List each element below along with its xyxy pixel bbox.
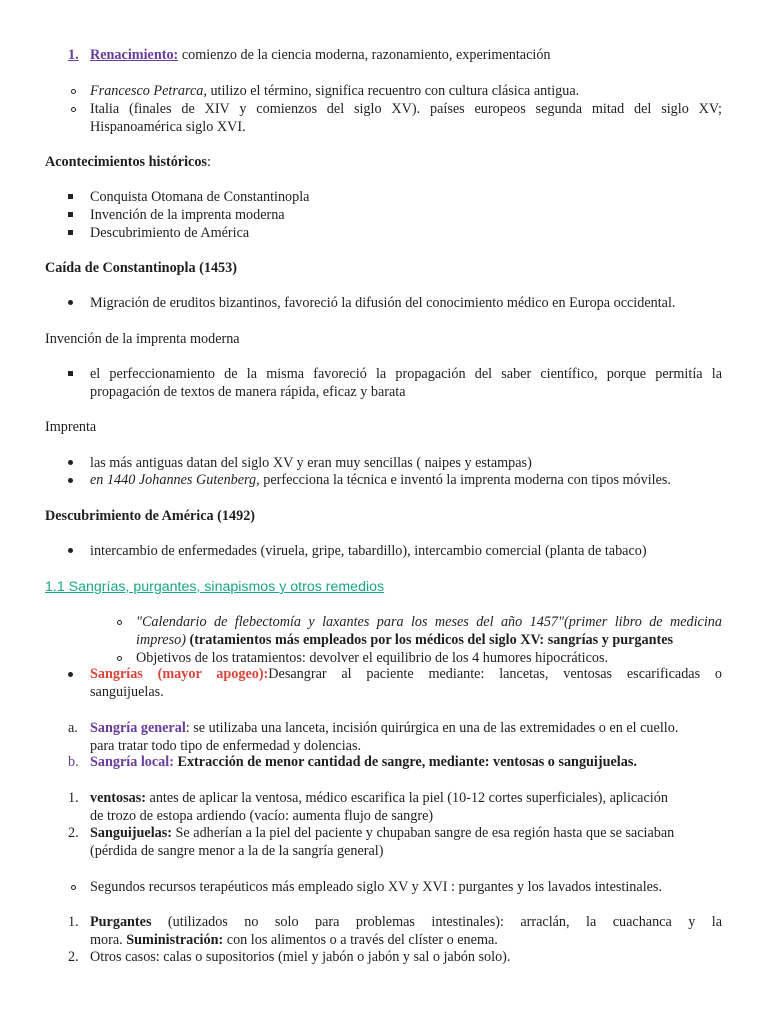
ventosas-line2: de trozo de estopa ardiendo (vacío: aumenta flujo de sangre) [90, 808, 434, 824]
invencion-line1: el perfeccionamiento de la misma favoreció la propagación del saber científico, porque permitía la [90, 366, 722, 382]
list-marker-2: 2. [68, 949, 79, 965]
hollow-bullet-icon [117, 656, 122, 661]
hollow-bullet-icon [71, 89, 76, 94]
list-marker-a: a. [68, 720, 78, 736]
list-marker-1: 1. [68, 914, 79, 930]
bullet-icon [68, 672, 73, 677]
purgantes-line1: Purgantes (utilizados no solo para problemas intestinales): arraclán, la cuachanca y la [90, 914, 722, 930]
hollow-bullet-icon [71, 885, 76, 890]
invencion-line2: propagación de textos de manera rápida, eficaz y barata [90, 384, 406, 400]
square-bullet-icon [68, 371, 73, 376]
bullet-icon [68, 478, 73, 483]
list-marker-1: 1. [68, 790, 79, 806]
objetivos-item: Objetivos de los tratamientos: devolver el equilibrio de los 4 humores hipocráticos. [136, 650, 609, 666]
imprenta-item-1: las más antiguas datan del siglo XV y eran muy sencillas ( naipes y estampas) [90, 455, 532, 471]
caida-heading: Caída de Constantinopla (1453) [45, 260, 237, 276]
america-heading: Descubrimiento de América (1492) [45, 508, 256, 524]
america-item: intercambio de enfermedades (viruela, gripe, tabardillo), intercambio comercial (planta de tabaco) [90, 543, 647, 559]
acont-item: Descubrimiento de América [90, 225, 250, 241]
bullet-icon [68, 548, 73, 553]
square-bullet-icon [68, 194, 73, 199]
imprenta-item-2: en 1440 Johannes Gutenberg, perfecciona la técnica e inventó la imprenta moderna con tipos móviles. [90, 472, 671, 488]
square-bullet-icon [68, 212, 73, 217]
italia-item-line2: Hispanoamérica siglo XVI. [90, 119, 246, 135]
sanguijuelas-line2: (pérdida de sangre menor a la de la sangría general) [90, 843, 384, 859]
imprenta-heading: Imprenta [45, 419, 97, 435]
calendario-line2: impreso) (tratamientos más empleados por los médicos del siglo XV: sangrías y purgantes [136, 632, 674, 648]
list-marker-b: b. [68, 754, 79, 770]
hollow-bullet-icon [71, 107, 76, 112]
sangria-general-line2: para tratar todo tipo de enfermedad y dolencias. [90, 738, 362, 754]
list-marker-2: 2. [68, 825, 79, 841]
bullet-icon [68, 300, 73, 305]
petrarca-item: Francesco Petrarca, utilizo el término, significa recuentro con cultura clásica antigua. [90, 83, 580, 99]
acontecimientos-heading: Acontecimientos históricos: [45, 154, 211, 170]
section-1-number: 1. [68, 47, 79, 63]
section-1-1-heading: 1.1 Sangrías, purgantes, sinapismos y otros remedios [45, 579, 385, 595]
sangrias-line2: sanguijuelas. [90, 684, 164, 700]
sangria-local-line: Sangría local: Extracción de menor cantidad de sangre, mediante: ventosas o sanguijuelas. [90, 754, 637, 770]
calendario-line1: "Calendario de flebectomía y laxantes para los meses del año 1457"(primer libro de medicina [136, 614, 722, 630]
invencion-heading: Invención de la imprenta moderna [45, 331, 240, 347]
bullet-icon [68, 460, 73, 465]
segundos-recursos-item: Segundos recursos terapéuticos más empleado siglo XV y XVI : purgantes y los lavados intestinales. [90, 879, 662, 895]
acont-item: Conquista Otomana de Constantinopla [90, 189, 310, 205]
ventosas-line1: ventosas: antes de aplicar la ventosa, médico escarifica la piel (10-12 cortes superficiales), aplicación [90, 790, 668, 806]
section-1-line: Renacimiento: comienzo de la ciencia moderna, razonamiento, experimentación [90, 47, 551, 63]
sanguijuelas-line1: Sanguijuelas: Se adherían a la piel del paciente y chupaban sangre de esa región hasta que se saciaban [90, 825, 675, 841]
italia-item-line1: Italia (finales de XIV y comienzos del siglo XV). países europeos segunda mitad del siglo XV; [90, 101, 722, 117]
square-bullet-icon [68, 230, 73, 235]
sangrias-line1: Sangrías (mayor apogeo):Desangrar al paciente mediante: lancetas, ventosas escarificadas o [90, 666, 723, 682]
purgantes-line2: mora. Suministración: con los alimentos o a través del clíster o enema. [90, 932, 498, 948]
acont-item: Invención de la imprenta moderna [90, 207, 285, 223]
hollow-bullet-icon [117, 620, 122, 625]
otros-casos-item: Otros casos: calas o supositorios (miel y jabón o jabón y sal o jabón solo). [90, 949, 511, 965]
sangria-general-line1: Sangría general: se utilizaba una lanceta, incisión quirúrgica en una de las extremidades o en el cuello. [90, 720, 679, 736]
caida-item: Migración de eruditos bizantinos, favoreció la difusión del conocimiento médico en Europa occidental. [90, 295, 676, 311]
section-1-title: Renacimiento: [90, 47, 179, 63]
